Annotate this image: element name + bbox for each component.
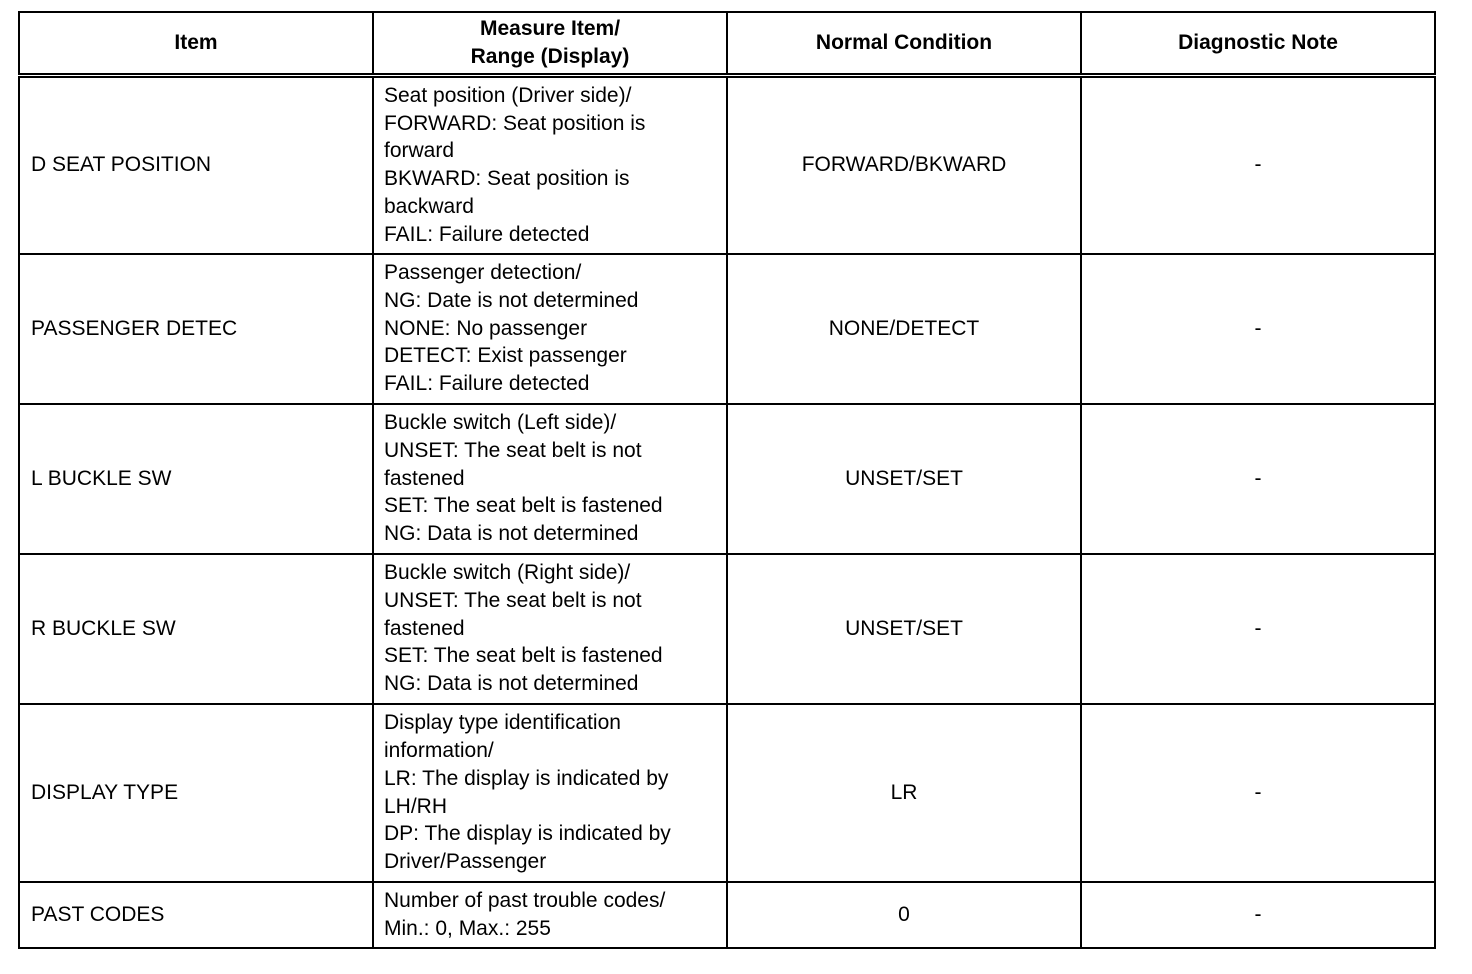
measure-line: Driver/Passenger	[384, 850, 547, 874]
measure-line: Min.: 0, Max.: 255	[384, 916, 551, 940]
measure-line: Number of past trouble codes/	[384, 888, 666, 912]
measure-line: FORWARD: Seat position is	[384, 111, 646, 135]
data-monitor-table	[18, 11, 1436, 949]
measure-line: FAIL: Failure detected	[384, 372, 590, 396]
normal-condition-cell: FORWARD/BKWARD	[727, 76, 1081, 254]
table-row	[19, 76, 1435, 254]
measure-line: NONE: No passenger	[384, 316, 588, 340]
measure-line: Display type identification	[384, 711, 621, 735]
measure-line: DETECT: Exist passenger	[384, 344, 627, 368]
measure-line: NG: Data is not determined	[384, 522, 639, 546]
normal-condition-cell: LR	[727, 704, 1081, 882]
measure-line: LH/RH	[384, 794, 448, 818]
measure-line: SET: The seat belt is fastened	[384, 644, 663, 668]
diagnostic-note-cell: -	[1081, 404, 1435, 554]
measure-line: FAIL: Failure detected	[384, 222, 590, 246]
header-measure-line-2: Range (Display)	[470, 45, 630, 68]
measure-line: NG: Date is not determined	[384, 288, 639, 312]
table-row	[19, 254, 1435, 404]
item-cell: DISPLAY TYPE	[19, 704, 373, 882]
measure-cell	[373, 254, 727, 404]
header-normal-condition: Normal Condition	[727, 12, 1081, 76]
diagnostic-note-cell: -	[1081, 882, 1435, 948]
header-item: Item	[19, 12, 373, 76]
measure-line: BKWARD: Seat position is	[384, 167, 630, 191]
measure-line: UNSET: The seat belt is not	[384, 438, 642, 462]
table-row	[19, 882, 1435, 948]
measure-line: Buckle switch (Right side)/	[384, 561, 631, 584]
measure-cell	[373, 76, 727, 254]
item-cell: PASSENGER DETEC	[19, 254, 373, 404]
header-measure-item	[373, 12, 727, 76]
header-diagnostic-note: Diagnostic Note	[1081, 12, 1435, 76]
measure-cell	[373, 554, 727, 704]
measure-line: SET: The seat belt is fastened	[384, 494, 663, 518]
header-measure-line-1: Measure Item/	[479, 17, 621, 41]
normal-condition-cell: UNSET/SET	[727, 554, 1081, 704]
header-row	[19, 12, 1435, 76]
normal-condition-cell: UNSET/SET	[727, 404, 1081, 554]
normal-condition-cell: NONE/DETECT	[727, 254, 1081, 404]
measure-cell	[373, 882, 727, 948]
measure-line: fastened	[384, 466, 465, 490]
measure-line: UNSET: The seat belt is not	[384, 588, 642, 612]
measure-line: Seat position (Driver side)/	[384, 83, 632, 107]
item-cell: D SEAT POSITION	[19, 76, 373, 254]
item-cell: PAST CODES	[19, 882, 373, 948]
diagnostic-note-cell: -	[1081, 554, 1435, 704]
item-cell: L BUCKLE SW	[19, 404, 373, 554]
measure-line: DP: The display is indicated by	[384, 822, 671, 846]
measure-cell	[373, 704, 727, 882]
measure-line: Passenger detection/	[384, 261, 582, 284]
diagnostic-note-cell: -	[1081, 76, 1435, 254]
measure-line: forward	[384, 139, 455, 163]
measure-cell	[373, 404, 727, 554]
measure-line: fastened	[384, 616, 465, 640]
measure-line: LR: The display is indicated by	[384, 766, 669, 790]
table-row	[19, 554, 1435, 704]
diagnostic-note-cell: -	[1081, 254, 1435, 404]
measure-line: backward	[384, 195, 474, 219]
table-row	[19, 704, 1435, 882]
measure-line: information/	[384, 738, 494, 762]
normal-condition-cell: 0	[727, 882, 1081, 948]
measure-line: NG: Data is not determined	[384, 672, 639, 696]
diagnostic-note-cell: -	[1081, 704, 1435, 882]
measure-line: Buckle switch (Left side)/	[384, 411, 617, 434]
item-cell: R BUCKLE SW	[19, 554, 373, 704]
table-row	[19, 404, 1435, 554]
